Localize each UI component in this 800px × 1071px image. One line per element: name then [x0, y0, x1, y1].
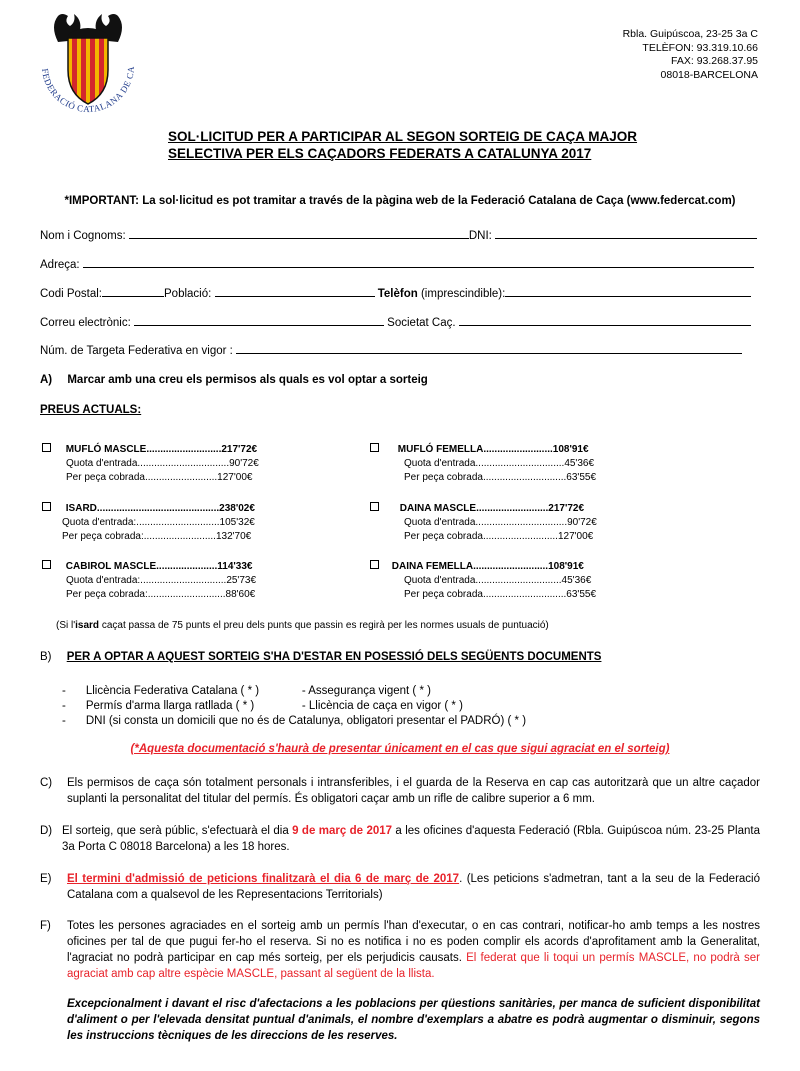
checkbox-cabirol-mascle[interactable] [42, 560, 51, 569]
draw-date: 9 de març de 2017 [292, 825, 393, 837]
section-b [40, 651, 601, 663]
section-b-letter: B) [40, 651, 52, 663]
document-title [168, 128, 637, 162]
mascle-rule: El federat que li toqui un permís MASCLE, no podrà ser agraciat amb cap altre espècie MASCLE, passant al següent de la llista. [67, 952, 761, 980]
documents-note: (*Aquesta documentació s'haurà de presentar únicament en el cas que sigui agraciat en el sorteig) [130, 743, 670, 755]
checkbox-muflo-mascle[interactable] [42, 443, 51, 452]
document-item: - Llicència Federativa Catalana ( * ) - Assegurança vigent ( * ) [62, 685, 431, 697]
postal-label: Codi Postal: [40, 288, 103, 300]
email-label: Correu electrònic: [40, 317, 131, 329]
deadline: El termini d'admissió de peticions finalitzarà el dia 6 de març de 2017 [67, 873, 460, 885]
final-note: Excepcionalment i davant el risc d'afectacions a les poblacions per qüestions sanitàries, per manca de suficient disponibilitat d'aliment o per l'elevada densitat puntual d'animals, el nombre d'exemplars a abatre es podrà augmentar o disminuir, segons les instruccions tècniques de les direccions de les reserves. [67, 998, 760, 1042]
price-muflo-femella: MUFLÓ FEMELLA.........................108'91€ Quota d'entrada................................45'36€ Per peça cobrada..............................63'55€ [370, 443, 596, 485]
row-email [40, 314, 751, 329]
important-note: *IMPORTANT: La sol·licitud es pot tramitar a través de la pàgina web de la Federació Catalana de Caça (www.federcat.com) [64, 195, 736, 207]
row-card [40, 342, 742, 357]
postal-field[interactable] [102, 285, 164, 297]
society-field[interactable] [459, 314, 751, 326]
checkbox-isard[interactable] [42, 502, 51, 511]
title-line-1: SOL·LICITUD PER A PARTICIPAR AL SEGON SORTEIG DE CAÇA MAJOR [168, 129, 638, 144]
paragraph-f: F) Totes les persones agraciades en el sorteig amb un permís l'han d'executar, o en cas contrari, notificar-ho amb temps a les nostres oficines per tal de que pugui fer-ho el reserva. Si no es notifica i no es poden complir els acords d'aprofitament amb la Generalitat, l'agraciat no podrà participar en cap més sorteig, per els perjudicis causats. El federat que li toqui un permís MASCLE, no podrà ser agraciat amb cap altre espècie MASCLE, passant al següent de la llista. [40, 920, 761, 980]
price-muflo-mascle: MUFLÓ MASCLE...........................217'72€ Quota d'entrada.................................90'72€ Per peça cobrada..........................127'00€ [42, 443, 259, 485]
section-a-text: Marcar amb una creu els permisos als quals es vol optar a sorteig [67, 374, 428, 386]
paragraph-d: D) El sorteig, que serà públic, s'efectuarà el dia 9 de març de 2017 a les oficines d'aquesta Federació (Rbla. Guipúscoa núm. 23-25 Planta 3a Porta C 08018 Barcelona) a les 18 hores. [40, 825, 760, 853]
price-daina-femella: DAINA FEMELLA...........................108'91€ Quota d'entrada...............................45'36€ Per peça cobrada..............................63'55€ [370, 560, 596, 602]
card-label: Núm. de Targeta Federativa en vigor : [40, 345, 233, 357]
federation-logo [28, 8, 148, 120]
dni-label: DNI: [468, 230, 492, 242]
address-field[interactable] [83, 256, 754, 268]
section-b-text: PER A OPTAR A AQUEST SORTEIG S'HA D'ESTAR EN POSESSIÓ DELS SEGÜENTS DOCUMENTS [66, 651, 602, 663]
city-field[interactable] [215, 285, 375, 297]
row-postal [40, 285, 751, 300]
price-daina-mascle: DAINA MASCLE..........................217'72€ Quota d'entrada.................................90'72€ Per peça cobrada...........................127'00€ [370, 502, 597, 544]
email-field[interactable] [134, 314, 384, 326]
society-label: Societat Caç. [387, 317, 456, 329]
address-label: Adreça: [40, 259, 80, 271]
title-line-2: SELECTIVA PER ELS CAÇADORS FEDERATS A CATALUNYA 2017 [168, 146, 592, 161]
document-item: - DNI (si consta un domicili que no és de Catalunya, obligatori presentar el PADRÓ) ( * ) [62, 715, 527, 727]
city-label: Població: [164, 288, 212, 300]
dni-field[interactable] [495, 227, 757, 239]
phone-label-bold: Telèfon [377, 288, 418, 300]
address-line: 08018-BARCELONA [660, 68, 758, 81]
svg-text:FEDERACIÓ CATALANA DE CAÇA: FEDERACIÓ CATALANA DE CA [40, 65, 137, 115]
phone-field[interactable] [505, 285, 751, 297]
isard-note: (Si l'isard caçat passa de 75 punts el preu dels punts que passin es regirà per les normes usuals de puntuació) [56, 620, 549, 631]
address-line: TELÈFON: 93.319.10.66 [642, 41, 758, 54]
card-field[interactable] [236, 342, 742, 354]
price-isard: ISARD............................................238'02€ Quota d'entrada:..............................105'32€ Per peça cobrada:..........................132'70€ [42, 502, 255, 544]
address-block [623, 28, 758, 82]
checkbox-muflo-femella[interactable] [370, 443, 379, 452]
address-line: Rbla. Guipúscoa, 23-25 3a C [622, 28, 758, 40]
checkbox-daina-femella[interactable] [370, 560, 379, 569]
section-a [40, 374, 428, 386]
row-name-dni [40, 227, 757, 242]
documents-list [62, 684, 526, 729]
document-item: - Permís d'arma llarga ratllada ( * ) - Llicència de caça en vigor ( * ) [62, 700, 463, 712]
checkbox-daina-mascle[interactable] [370, 502, 379, 511]
section-a-letter: A) [40, 374, 53, 386]
paragraph-c: C) Els permisos de caça són totalment personals i intransferibles, i el guarda de la Reserva en cap cas autoritzarà que un altre caçador suplanti la personalitat del titular del permís. És obligatori caçar amb un rifle de calibre superior a 6 mm. [40, 777, 760, 805]
name-label: Nom i Cognoms: [40, 230, 126, 242]
phone-label-rest: (imprescindible): [417, 288, 506, 300]
address-line: FAX: 93.268.37.95 [671, 55, 758, 67]
price-cabirol-mascle: CABIROL MASCLE......................114'33€ Quota d'entrada:...............................25'73€ Per peça cobrada:............................88'60€ [42, 560, 256, 602]
paragraph-e: E) El termini d'admissió de peticions finalitzarà el dia 6 de març de 2017. (Les peticions s'admetran, tant a la seu de la Federació Catalana com a qualsevol de les Representacions Territorials) [40, 873, 760, 901]
row-address [40, 256, 754, 271]
name-field[interactable] [129, 227, 469, 239]
prices-title: PREUS ACTUALS: [40, 404, 142, 416]
